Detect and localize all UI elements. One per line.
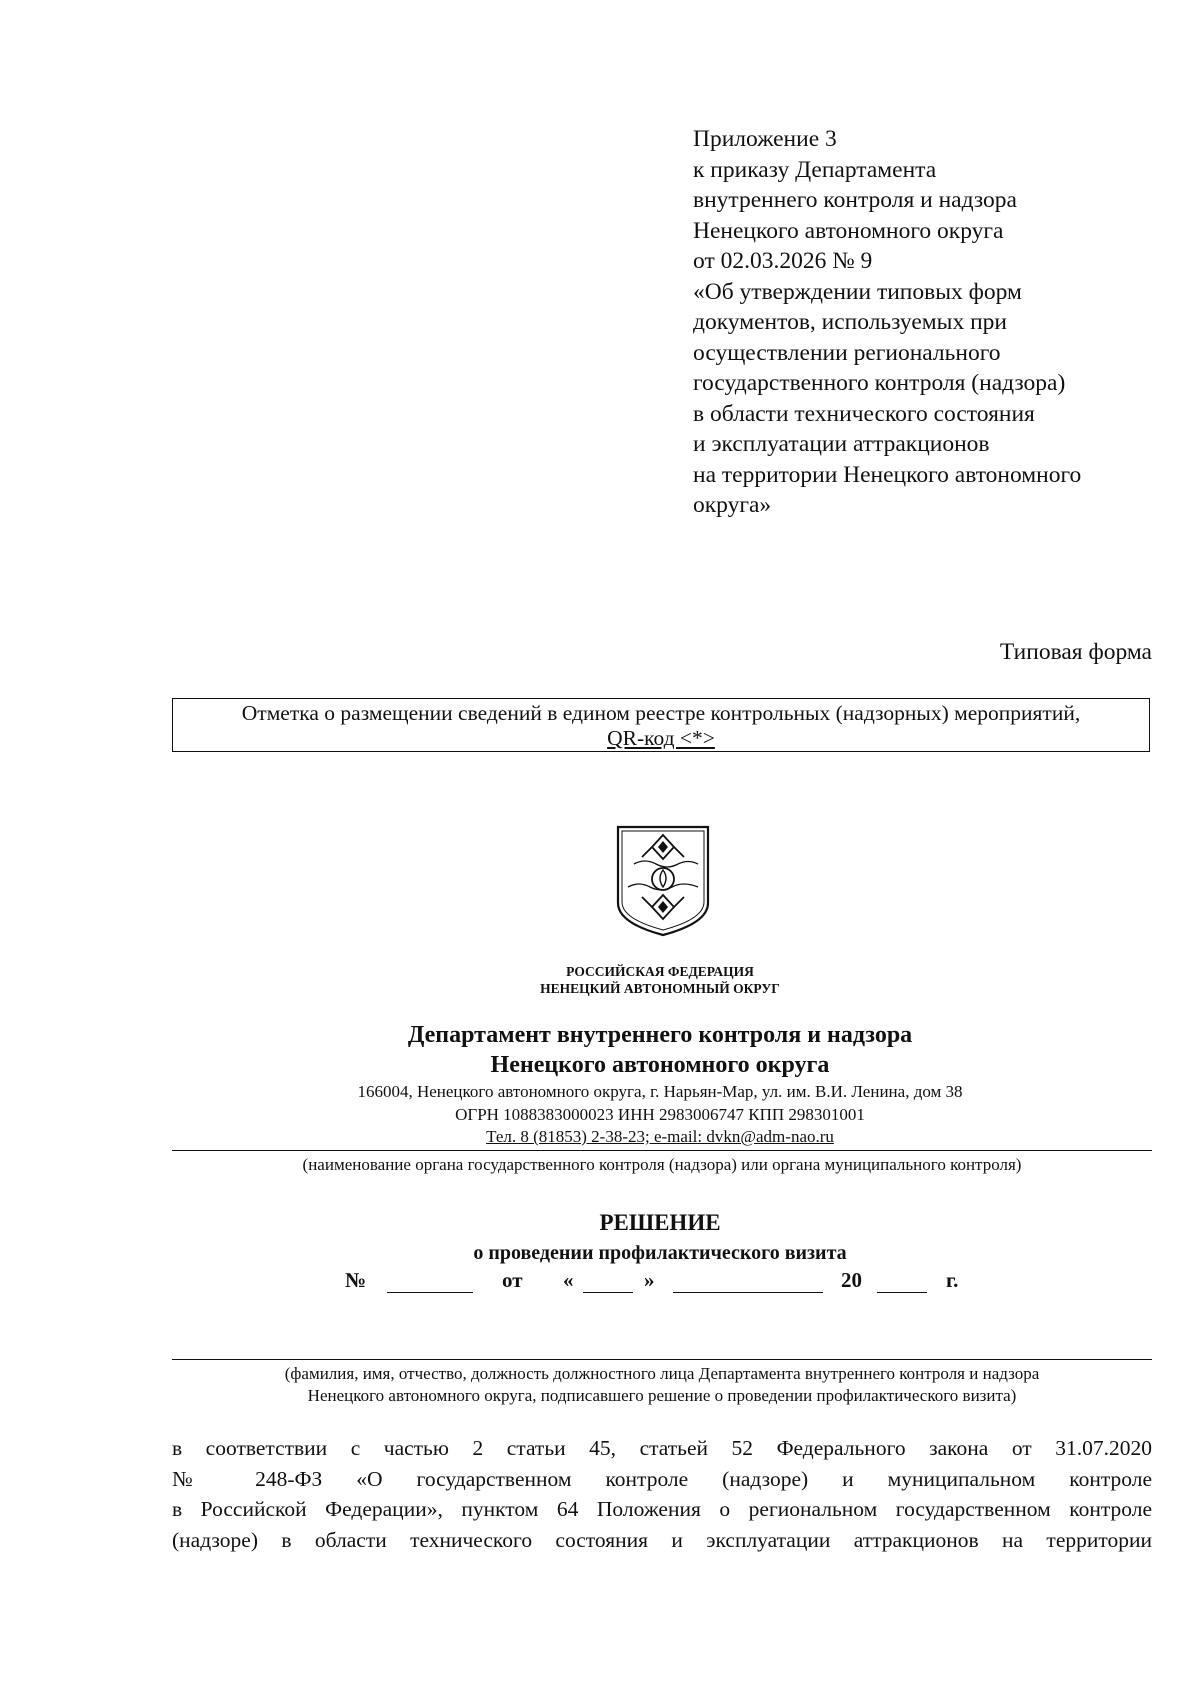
- quote-open: «: [563, 1268, 574, 1292]
- decision-number-line: [345, 1268, 985, 1302]
- appendix-line: округа»: [693, 492, 772, 518]
- official-caption-line: Ненецкого автономного округа, подписавшего решение о проведении профилактического визита): [307, 1386, 1017, 1405]
- official-caption: [172, 1363, 1152, 1407]
- decision-body-text: [172, 1433, 1152, 1555]
- day-blank[interactable]: [583, 1292, 633, 1293]
- body-line: в соответствии с частью 2 статьи 45, статьей 52 Федерального закона от 31.07.2020: [172, 1436, 1152, 1460]
- body-line: в Российской Федерации», пунктом 64 Положения о региональном государственном контроле: [172, 1497, 1152, 1521]
- official-name-rule: [172, 1359, 1152, 1360]
- appendix-line: на территории Ненецкого автономного: [693, 461, 1082, 488]
- appendix-line: «Об утверждении типовых форм: [693, 278, 1022, 305]
- region-name: НЕНЕЦКИЙ АВТОНОМНЫЙ ОКРУГ: [540, 981, 780, 996]
- appendix-block: [693, 124, 1163, 521]
- appendix-line: осуществлении регионального: [693, 339, 1001, 366]
- year-blank[interactable]: [877, 1292, 927, 1293]
- quote-close: »: [644, 1268, 655, 1292]
- appendix-line: государственного контроля (надзора): [693, 370, 1066, 396]
- qr-registry-box: [172, 698, 1150, 752]
- appendix-line: и эксплуатации аттракционов: [693, 431, 990, 457]
- qr-box-line: Отметка о размещении сведений в едином реестре контрольных (надзорных) мероприятий,: [241, 701, 1081, 725]
- appendix-line: внутреннего контроля и надзора: [693, 187, 1017, 213]
- org-name-rule: [172, 1150, 1152, 1151]
- number-blank[interactable]: [387, 1292, 473, 1293]
- month-blank[interactable]: [673, 1292, 823, 1293]
- year-suffix: г.: [946, 1268, 959, 1292]
- appendix-line: документов, используемых при: [693, 309, 1007, 335]
- country-name: РОССИЙСКАЯ ФЕДЕРАЦИЯ: [566, 964, 754, 979]
- body-line: № 248-ФЗ «О государственном контроле (надзоре) и муниципальном контроле: [172, 1466, 1152, 1491]
- appendix-line: к приказу Департамента: [693, 156, 937, 183]
- appendix-line: Ненецкого автономного округа: [693, 217, 1004, 244]
- year-prefix: 20: [841, 1268, 862, 1292]
- qr-code-label: QR-код <*>: [607, 726, 715, 750]
- number-sign: №: [345, 1268, 367, 1292]
- appendix-line: в области технического состояния: [693, 400, 1035, 427]
- department-phone-email: Тел. 8 (81853) 2-38-23; e-mail: dvkn@adm-nao.ru: [486, 1127, 834, 1146]
- form-type-label: Типовая форма: [999, 639, 1152, 665]
- country-header: [400, 963, 920, 997]
- body-line: (надзоре) в области технического состояния и эксплуатации аттракционов на территории: [172, 1527, 1152, 1552]
- official-caption-line: (фамилия, имя, отчество, должность должностного лица Департамента внутреннего контроля и надзора: [284, 1364, 1040, 1383]
- department-name: [250, 1020, 1070, 1080]
- department-line: Департамент внутреннего контроля и надзора: [407, 1022, 913, 1048]
- appendix-line: от 02.03.2026 № 9: [693, 248, 873, 274]
- decision-subtitle: о проведении профилактического визита: [473, 1242, 847, 1264]
- from-label: от: [502, 1268, 523, 1292]
- org-caption: (наименование органа государственного контроля (надзора) или органа муниципального контроля): [302, 1155, 1022, 1174]
- department-line: Ненецкого автономного округа: [490, 1052, 830, 1078]
- nenets-coat-of-arms-icon: [612, 823, 714, 939]
- department-contacts: [180, 1081, 1140, 1149]
- department-address: 166004, Ненецкого автономного округа, г. Нарьян-Мар, ул. им. В.И. Ленина, дом 38: [357, 1082, 963, 1101]
- decision-title: РЕШЕНИЕ: [599, 1210, 721, 1235]
- department-registry: ОГРН 1088383000023 ИНН 2983006747 КПП 298301001: [455, 1104, 865, 1124]
- appendix-line: Приложение 3: [693, 126, 837, 152]
